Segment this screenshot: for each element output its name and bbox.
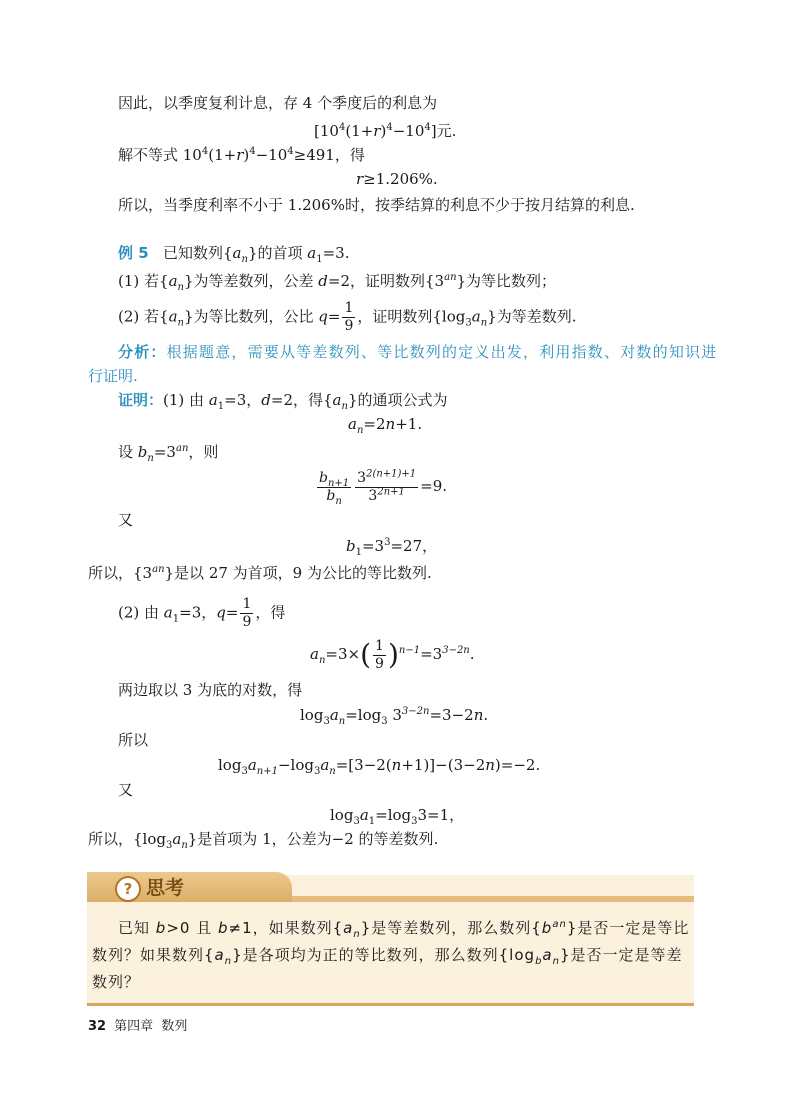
example-part-2: (2) 若$\{a_n\}$为等比数列，公比 q= $\frac{1}{9}$ ，证明数列$\{\log_3a_n\}$为等差数列. bbox=[118, 300, 577, 334]
question-icon: ? bbox=[115, 876, 141, 902]
formula-log-difference: $\log_3a_{n+1}-\log_3a_n=[3-2(n+1)]-(3-2n)=-2$. bbox=[218, 756, 541, 777]
chapter-label: 第四章 bbox=[114, 1019, 154, 1034]
analysis-line: 行证明. bbox=[88, 367, 138, 385]
analysis-line: 分析：根据题意，需要从等差数列、等比数列的定义出发，利用指数、对数的知识进 bbox=[118, 343, 718, 361]
proof-line: 又 bbox=[118, 781, 134, 799]
fraction: $\frac{1}{9}$ bbox=[344, 300, 354, 334]
think-line: 数列？如果数列$\{a_n\}$是各项均为正的等比数列，那么数列$\{\log_ba_n\}$是否一定是等差 bbox=[92, 946, 683, 967]
proof-line: 所以，$\{\log_3a_n\}$是首项为 1，公差为−2 的等差数列. bbox=[88, 830, 439, 851]
example-stem: 例 5 已知数列$\{a_n\}$的首项 $a_1=3$. bbox=[118, 244, 350, 265]
text-line: 因此，以季度复利计息，存 4 个季度后的利息为 bbox=[118, 94, 438, 112]
proof-line: 所以，$\{3^{an}\}$是以 27 为首项，9 为公比的等比数列. bbox=[88, 564, 432, 582]
think-title: 思考 bbox=[146, 877, 185, 899]
formula-log-first: $\log_3a_1=\log_33=1$， bbox=[330, 806, 465, 827]
proof-line: (2) 由 $a_1=3$，q= $\frac{1}{9}$ ，得 bbox=[118, 596, 286, 630]
formula-log: $\log_3a_n=\log_3$ $3^{3-2n}=3-2n$. bbox=[300, 706, 489, 727]
text-line: 所以，当季度利率不小于 1.206%时，按季结算的利息不少于按月结算的利息. bbox=[118, 196, 635, 214]
think-line: 已知 b>0 且 b≠1，如果数列$\{a_n\}$是等差数列，那么数列$\{b^{an}\}$是否一定是等比 bbox=[118, 919, 690, 940]
formula-interest: $[10^4(1+r)^4-10^4]$元. bbox=[314, 122, 457, 140]
formula-b1: $b_1=3^3=27$， bbox=[346, 537, 438, 558]
page-number: 32 bbox=[88, 1019, 107, 1034]
proof-line: 又 bbox=[118, 511, 134, 529]
formula-general-term: $a_n=2n+1$. bbox=[348, 415, 423, 436]
formula-inequality: r≥1.206%. bbox=[356, 170, 438, 188]
text-line: 解不等式 $10^4(1+r)^4-10^4\ge 491$，得 bbox=[118, 146, 365, 164]
proof-label: 证明： bbox=[118, 391, 164, 409]
proof-line: 证明：(1) 由 $a_1=3$，d=2，得$\{a_n\}$的通项公式为 bbox=[118, 391, 448, 412]
think-strip bbox=[292, 896, 694, 902]
chapter-title: 数列 bbox=[161, 1019, 188, 1034]
formula-ratio: $\frac{b_{n+1}}{b_n}$ $\frac{3^{2(n+1)+1}}{3^{2n+1}}$ =9. bbox=[319, 467, 448, 507]
example-label: 例 5 bbox=[118, 244, 149, 262]
proof-line: 设 $b_n=3^{an}$，则 bbox=[118, 443, 219, 464]
proof-line: 两边取以 3 为底的对数，得 bbox=[118, 681, 303, 699]
formula-an-geometric: $a_n=3\times$( $\frac{1}{9}$ )$^{n-1}=3^{3-2n}$. bbox=[310, 637, 475, 672]
think-line: 数列？ bbox=[92, 973, 141, 991]
page-footer bbox=[88, 1018, 187, 1036]
analysis-label: 分析： bbox=[118, 343, 167, 361]
proof-line: 所以 bbox=[118, 731, 149, 749]
example-part-1: (1) 若$\{a_n\}$为等差数列，公差 d=2，证明数列$\{3^{an}\}$为等比数列； bbox=[118, 272, 557, 293]
